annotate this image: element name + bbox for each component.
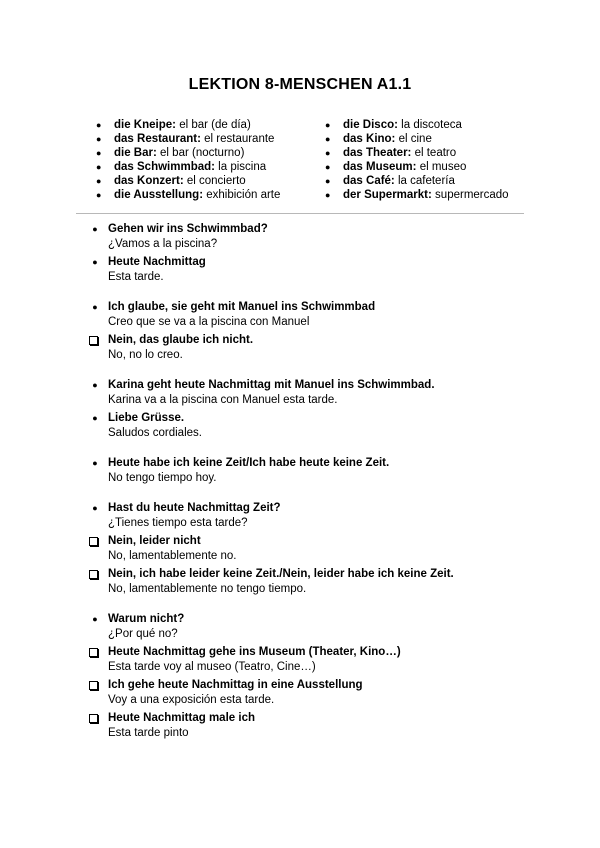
bullet-icon: ● [325, 148, 331, 158]
spanish-translation: No, lamentablemente no. [108, 550, 237, 562]
bullet-icon: ● [92, 257, 98, 267]
spanish-translation: ¿Por qué no? [108, 628, 178, 640]
vocab-term: das Schwimmbad: [114, 161, 215, 173]
phrase-item [88, 677, 528, 708]
checkbox-bullet-icon [89, 714, 98, 723]
german-phrase: Nein, leider nicht [108, 535, 201, 547]
phrase-item [88, 332, 528, 363]
phrase-item [88, 710, 528, 741]
phrase-item [88, 410, 528, 441]
german-phrase: Heute Nachmittag gehe ins Museum (Theater, Kino…) [108, 646, 401, 658]
spanish-translation: ¿Vamos a la piscina? [108, 238, 218, 250]
spanish-translation: ¿Tienes tiempo esta tarde? [108, 517, 248, 529]
checkbox-bullet-icon [89, 681, 98, 690]
phrase-item [88, 566, 528, 597]
spanish-translation: Esta tarde voy al museo (Teatro, Cine…) [108, 661, 316, 673]
german-phrase: Warum nicht? [108, 613, 185, 625]
german-phrase: Nein, ich habe leider keine Zeit./Nein, leider habe ich keine Zeit. [108, 568, 454, 580]
spanish-translation: Creo que se va a la piscina con Manuel [108, 316, 310, 328]
german-phrase: Liebe Grüsse. [108, 412, 185, 424]
spanish-translation: No, lamentablemente no tengo tiempo. [108, 583, 307, 595]
spanish-translation: Karina va a la piscina con Manuel esta tarde. [108, 394, 338, 406]
german-phrase: Nein, das glaube ich nicht. [108, 334, 254, 346]
bullet-icon: ● [92, 614, 98, 624]
bullet-icon: ● [96, 190, 102, 200]
german-phrase: Ich glaube, sie geht mit Manuel ins Schwimmbad [108, 301, 376, 313]
vocab-term: das Café: [343, 175, 395, 187]
checkbox-bullet-icon [89, 570, 98, 579]
checkbox-bullet-icon [89, 537, 98, 546]
vocab-term: die Kneipe: [114, 119, 176, 131]
vocab-item [96, 132, 280, 146]
phrase-item [88, 299, 528, 330]
phrase-item [88, 644, 528, 675]
phrase-item [88, 611, 528, 642]
vocab-term: das Konzert: [114, 175, 184, 187]
bullet-icon: ● [325, 162, 331, 172]
vocab-translation: la cafetería [397, 175, 455, 187]
vocab-item [96, 146, 280, 160]
bullet-icon: ● [92, 302, 98, 312]
german-phrase: Karina geht heute Nachmittag mit Manuel ins Schwimmbad. [108, 379, 435, 391]
checkbox-bullet-icon [89, 648, 98, 657]
vocab-term: das Kino: [343, 133, 396, 145]
bullet-icon: ● [96, 148, 102, 158]
vocab-item [325, 132, 509, 146]
phrase-item [88, 221, 528, 252]
bullet-icon: ● [92, 380, 98, 390]
bullet-icon: ● [325, 120, 331, 130]
vocab-item [96, 118, 280, 132]
german-phrase: Ich gehe heute Nachmittag in eine Ausstellung [108, 679, 363, 691]
vocab-translation: el restaurante [204, 133, 275, 145]
vocab-item [325, 118, 509, 132]
vocab-list-left [96, 118, 280, 202]
phrase-item [88, 254, 528, 285]
vocab-item [325, 146, 509, 160]
vocab-translation: el museo [419, 161, 467, 173]
bullet-icon: ● [92, 458, 98, 468]
bullet-icon: ● [92, 413, 98, 423]
vocab-translation: la piscina [218, 161, 267, 173]
vocab-translation: exhibición arte [206, 189, 281, 201]
phrase-item [88, 377, 528, 408]
german-phrase: Gehen wir ins Schwimmbad? [108, 223, 268, 235]
vocab-translation: el concierto [186, 175, 246, 187]
vocab-translation: supermercado [435, 189, 509, 201]
phrase-item [88, 500, 528, 531]
vocab-term: die Ausstellung: [114, 189, 204, 201]
vocab-translation: la discoteca [401, 119, 462, 131]
bullet-icon: ● [96, 120, 102, 130]
section-divider [76, 213, 524, 214]
vocab-item [96, 174, 280, 188]
spanish-translation: Voy a una exposición esta tarde. [108, 694, 275, 706]
bullet-icon: ● [325, 190, 331, 200]
vocab-item [325, 188, 509, 202]
vocab-term: der Supermarkt: [343, 189, 432, 201]
phrase-list [88, 221, 528, 743]
bullet-icon: ● [96, 162, 102, 172]
vocab-item [96, 188, 280, 202]
german-phrase: Heute Nachmittag male ich [108, 712, 255, 724]
bullet-icon: ● [325, 134, 331, 144]
spanish-translation: No tengo tiempo hoy. [108, 472, 217, 484]
vocab-list-right [325, 118, 509, 202]
bullet-icon: ● [92, 503, 98, 513]
bullet-icon: ● [325, 176, 331, 186]
spanish-translation: No, no lo creo. [108, 349, 183, 361]
german-phrase: Heute habe ich keine Zeit/Ich habe heute keine Zeit. [108, 457, 390, 469]
checkbox-bullet-icon [89, 336, 98, 345]
bullet-icon: ● [96, 176, 102, 186]
vocab-term: das Museum: [343, 161, 417, 173]
vocab-term: das Theater: [343, 147, 412, 159]
page-title: LEKTION 8-MENSCHEN A1.1 [188, 76, 412, 93]
vocab-translation: el bar (de día) [179, 119, 251, 131]
vocab-item [325, 174, 509, 188]
phrase-item [88, 533, 528, 564]
bullet-icon: ● [92, 224, 98, 234]
phrase-item [88, 455, 528, 486]
vocab-translation: el teatro [414, 147, 457, 159]
bullet-icon: ● [96, 134, 102, 144]
vocab-term: die Bar: [114, 147, 157, 159]
vocab-term: die Disco: [343, 119, 398, 131]
german-phrase: Heute Nachmittag [108, 256, 206, 268]
vocab-item [325, 160, 509, 174]
vocab-translation: el bar (nocturno) [160, 147, 245, 159]
spanish-translation: Esta tarde pinto [108, 727, 189, 739]
spanish-translation: Saludos cordiales. [108, 427, 202, 439]
german-phrase: Hast du heute Nachmittag Zeit? [108, 502, 281, 514]
vocab-item [96, 160, 280, 174]
vocab-translation: el cine [398, 133, 432, 145]
spanish-translation: Esta tarde. [108, 271, 164, 283]
vocab-term: das Restaurant: [114, 133, 201, 145]
